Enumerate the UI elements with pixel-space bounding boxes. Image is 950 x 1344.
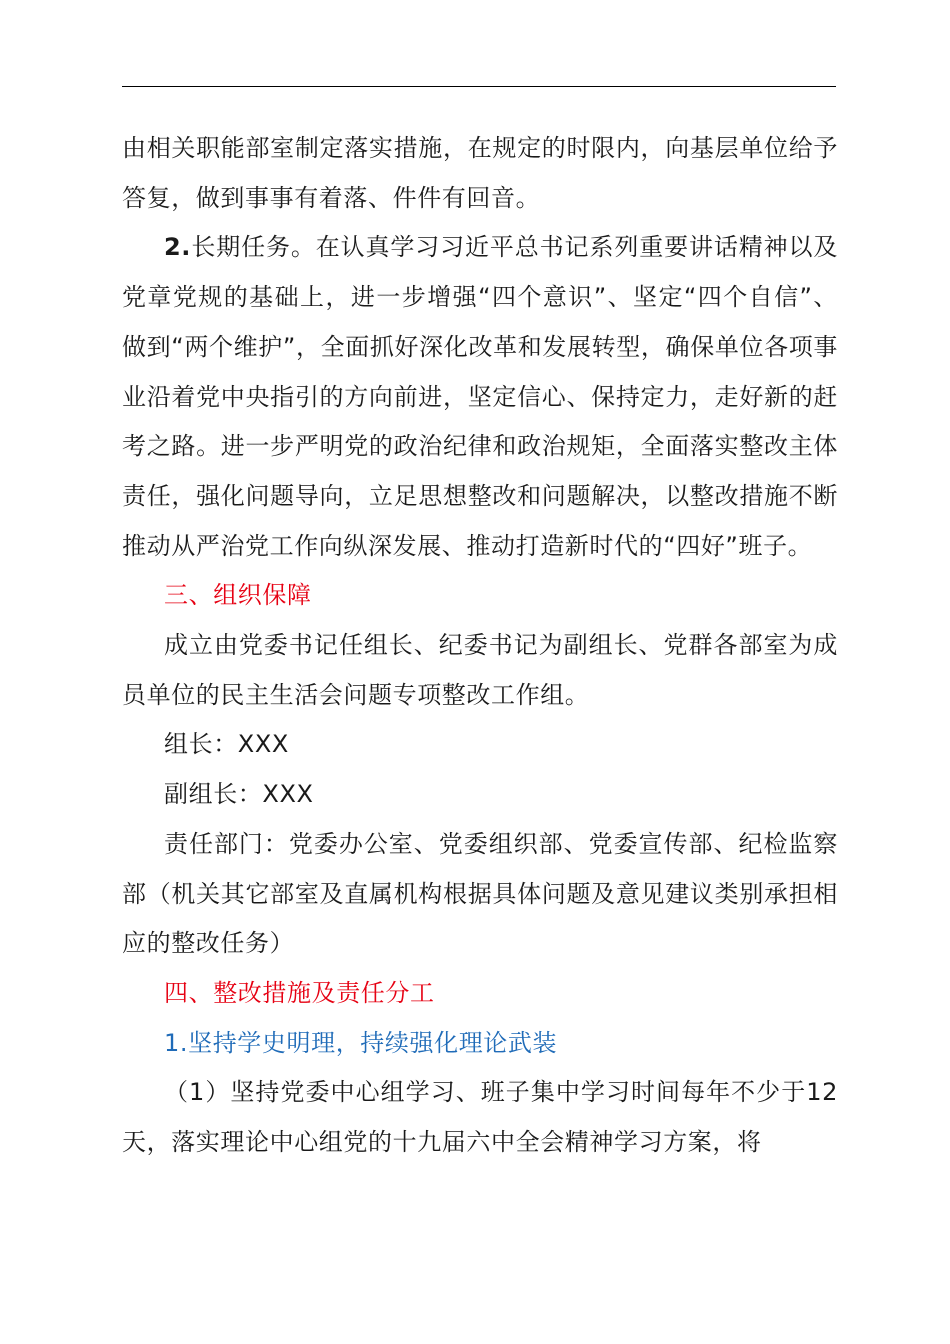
section-heading-measures: 四、整改措施及责任分工 xyxy=(164,978,435,1007)
header-rule xyxy=(122,86,836,87)
paragraph-long-term-task xyxy=(122,223,838,571)
section-heading-organization: 三、组织保障 xyxy=(164,581,312,610)
paragraph-continuation: 由相关职能部室制定落实措施，在规定的时限内，向基层单位给予答复，做到事事有着落、件件有回音。 xyxy=(122,134,838,212)
subheading-theory: 1.坚持学史明理，持续强化理论武装 xyxy=(164,1028,558,1057)
paragraph-responsible-departments: 责任部门：党委办公室、党委组织部、党委宣传部、纪检监察部（机关其它部室及直属机构根据具体问题及意见建议类别承担相应的整改任务） xyxy=(122,829,838,958)
item-number: 2. xyxy=(164,233,192,262)
paragraph-long-term-task-text: 长期任务。在认真学习习近平总书记系列重要讲话精神以及党章党规的基础上，进一步增强“四个意识”、坚定“四个自信”、做到“两个维护”，全面抓好深化改革和发展转型，确保单位各项事业沿着党中央指引的方向前进，坚定信心、保持定力，走好新的赶考之路。进一步严明党的政治纪律和政治规矩，全面落实整改主体责任，强化问题导向，立足思想整改和问题解决，以整改措施不断推动从严治党工作向纵深发展、推动打造新时代的“四好”班子。 xyxy=(122,233,838,560)
paragraph-workgroup: 成立由党委书记任组长、纪委书记为副组长、党群各部室为成员单位的民主生活会问题专项整改工作组。 xyxy=(122,631,838,709)
paragraph-leader: 组长：XXX xyxy=(164,730,289,759)
document-body xyxy=(122,124,838,1168)
paragraph-study-item: （1）坚持党委中心组学习、班子集中学习时间每年不少于12天，落实理论中心组党的十九届六中全会精神学习方案，将 xyxy=(122,1078,838,1157)
paragraph-deputy-leader: 副组长：XXX xyxy=(164,780,314,809)
